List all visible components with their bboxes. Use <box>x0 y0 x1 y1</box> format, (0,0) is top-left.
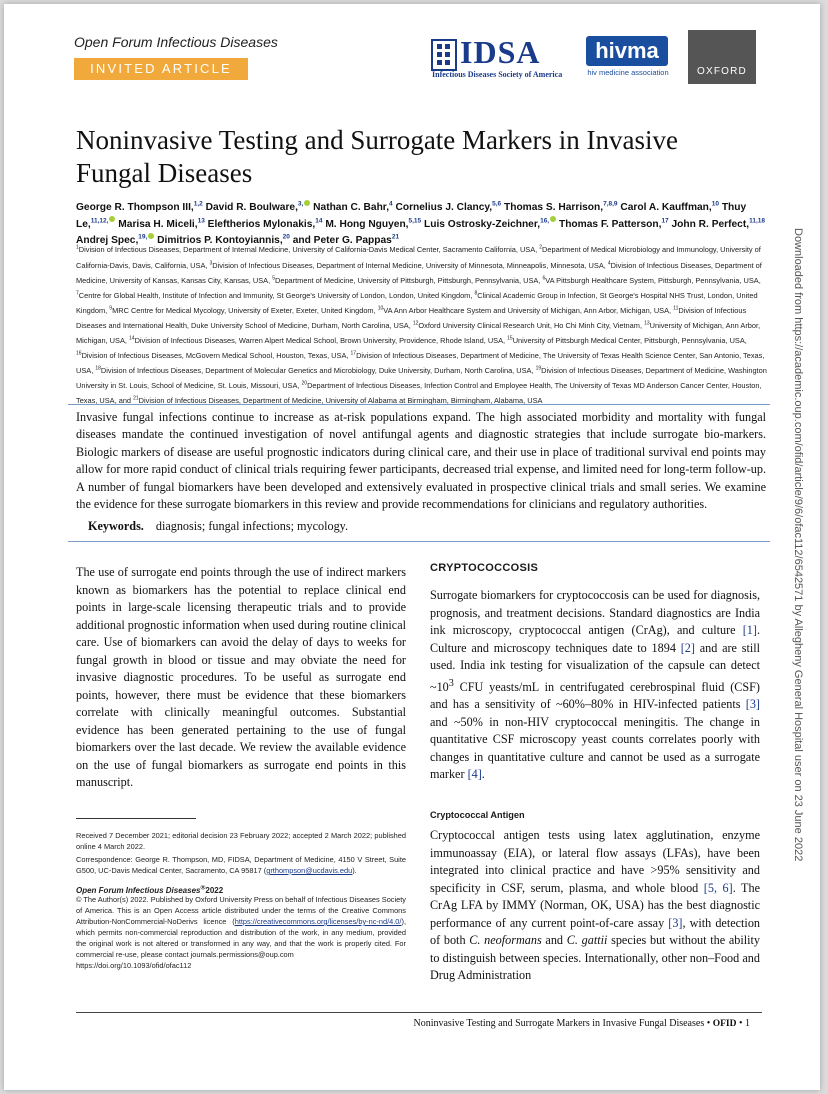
orcid-icon[interactable] <box>148 233 154 239</box>
species-name: C. neoformans <box>469 933 542 947</box>
abstract: Invasive fungal infections continue to increase as at-risk populations expand. The high associated morbidity and mortality with fungal diseases mandate the continued investigation of novel antifungal agents and diagnostic strategies that include surrogate bio-markers. Biologic markers of disease are useful prognostic indicators during clinical care, and their use in place of traditional survival end points may allow for more rapid conduct of clinical trials requiring fewer participants, decreased trial expense, and limited need for long-term follow-up. A number of fungal biomarkers have been developed and extensively evaluated in prospective clinical trials and small series. We examine the evidence for these surrogate biomarkers in this review and provide recommendations for clinicians and regulatory authorities. <box>76 410 766 512</box>
orcid-icon[interactable] <box>304 200 310 206</box>
author-name[interactable]: Thomas S. Harrison,$^{7,8,9}$ <box>504 201 618 214</box>
orcid-icon[interactable] <box>109 216 115 222</box>
affiliation-item: $^{17}$Division of Infectious Diseases, Department of Medicine, The University of Texas Health Science Center, San Antonio, Texas, USA, <box>76 350 765 375</box>
journal-copyright-line: Open Forum Infectious Diseases®2022 <box>76 884 224 895</box>
citation-link[interactable]: [1] <box>742 623 757 637</box>
author-name[interactable]: Dimitrios P. Kontoyiannis,$^{20}$ <box>157 233 290 247</box>
author-name[interactable]: Nathan C. Bahr,$^4$ <box>313 201 393 214</box>
download-watermark: Downloaded from https://academic.oup.com/ofid/article/9/6/ofac112/6542571 by Allegheny General Hospital user on 23 June 2022 <box>792 228 804 862</box>
idsa-subtitle: Infectious Diseases Society of America <box>432 70 563 79</box>
author-name[interactable]: George R. Thompson III,$^{1,2}$ <box>76 201 203 214</box>
affiliation-item: $^5$Department of Medicine, University of Pittsburgh, Pittsburgh, Pennsylvania, USA, <box>272 275 541 285</box>
idsa-logo[interactable] <box>430 36 570 84</box>
hivma-logo[interactable] <box>584 36 674 82</box>
citation-link[interactable]: [2] <box>680 640 695 655</box>
affiliation-item: $^{11}$Division of Infectious Diseases and International Health, Duke University School of Medicine, Durham, North Carolina, USA, <box>76 305 747 330</box>
idsa-wordmark: IDSA <box>460 34 541 70</box>
affiliation-item: $^{14}$Division of Infectious Diseases, Warren Alpert Medical School, Brown University, Providence, Rhode Island, USA, <box>129 335 506 345</box>
affiliation-item: $^{10}$VA Ann Arbor Healthcare System and University of Michigan, Ann Arbor, Michigan, USA, <box>377 305 672 315</box>
affiliation-item: $^8$Clinical Academic Group in Infection, St George's Hospital NHS Trust, London, United Kingdom, <box>76 290 758 315</box>
footnote-divider <box>76 818 196 819</box>
running-title: Noninvasive Testing and Surrogate Markers in Invasive Fungal Diseases <box>413 1018 705 1029</box>
cryptococcosis-paragraph: Surrogate biomarkers for cryptococcosis can be used for diagnosis, prognosis, and treatment decisions. Standard diagnostics are India ink microscopy, cryptococcal antigen (CrAg), and culture [1]. Culture and microscopy techniques date to 1894 [2] and are still used. India ink testing for visualization of the capsule can detect $\sim 10^3$ CFU yeasts/mL in centrifugated cerebrospinal fluid (CSF) and has a sensitivity of ~60%–80% in HIV-infected patients [3] and ~50% in non-HIV cryptococcal meningitis. The change in quantitative CSF microscopy yeast counts correlates poorly with changes in quantitative culture and cannot be used as a surrogate marker [4]. <box>430 588 761 782</box>
author-name[interactable]: David R. Boulware,$^{3,}$ <box>206 202 311 213</box>
email-link[interactable]: grthompson@ucdavis.edu <box>266 866 353 875</box>
invited-article-badge: INVITED ARTICLE <box>74 58 248 80</box>
affiliation-item: $^{21}$Division of Infectious Diseases, Department of Medicine, University of Alabama at Birmingham, Birmingham, Alabama, USA <box>133 395 543 406</box>
idsa-emblem-icon <box>430 38 460 72</box>
correspondence: Correspondence: George R. Thompson, MD, FIDSA, Department of Medicine, 4150 V Street, Suite G500, UC-Davis Medical Center, Sacramento, CA 95817 (grthompson@ucdavis.edu). <box>76 855 406 875</box>
affiliation-item: $^{18}$Division of Infectious Diseases, Department of Molecular Genetics and Microbiology, Duke University, Durham, North Carolina, USA, <box>95 365 534 375</box>
citation-link[interactable]: [3] <box>668 915 683 930</box>
subsection-heading-cryptococcal-antigen: Cryptococcal Antigen <box>430 810 525 820</box>
affiliation-item: $^9$MRC Centre for Medical Mycology, University of Exeter, Exeter, United Kingdom, <box>109 305 376 315</box>
received-dates: Received 7 December 2021; editorial decision 23 February 2022; accepted 2 March 2022; published online 4 March 2022. <box>76 831 406 851</box>
species-name: C. gattii <box>566 933 608 947</box>
author-name[interactable]: Luis Ostrosky-Zeichner,$^{16,}$ <box>424 219 556 230</box>
citation-link[interactable]: [5, 6] <box>703 880 733 895</box>
citation-link[interactable]: [4] <box>467 767 482 782</box>
keywords-label: Keywords. <box>88 519 144 533</box>
page-footer: Noninvasive Testing and Surrogate Markers in Invasive Fungal Diseases • OFID • 1 <box>413 1018 750 1029</box>
citation-link[interactable]: [3] <box>745 697 760 712</box>
author-name[interactable]: Eleftherios Mylonakis,$^{14}$ <box>207 217 323 230</box>
footer-divider <box>76 1012 762 1013</box>
affiliation-item: $^{19}$Division of Infectious Diseases, Department of Medicine, Washington University in St. Louis, School of Medicine, St. Louis, Missouri, USA, <box>76 365 767 391</box>
affiliations <box>76 242 776 408</box>
affiliation-item: $^{20}$Department of Infectious Diseases, Infection Control and Employee Health, The University of Texas MD Anderson Cancer Center, Houston, Texas, USA, and <box>76 380 762 406</box>
section-heading-cryptococcosis: CRYPTOCOCCOSIS <box>430 562 539 574</box>
author-name[interactable]: Carol A. Kauffman,$^{10}$ <box>620 201 719 214</box>
affiliation-item: $^7$Centre for Global Health, Institute of Infection and Immunity, St George's University of London, London, United Kingdom, <box>76 290 473 300</box>
author-name[interactable]: and Peter G. Pappas$^{21}$ <box>292 233 400 247</box>
author-name[interactable]: Thuy Le,$^{11,12,}$ <box>76 202 747 230</box>
affiliation-item: $^1$Division of Infectious Diseases, Department of Internal Medicine, University of California-Davis Medical Center, Sacramento California, USA, <box>76 245 538 255</box>
license-text: © The Author(s) 2022. Published by Oxford University Press on behalf of Infectious Diseases Society of America. This is an Open Access article distributed under the terms of the Creative Commons Attribution-NonCommercial-NoDerivs licence (https://creativecommons.org/licenses/by-nc-nd/4.0/), which permits non-commercial reproduction and distribution of the work, in any medium, provided the original work is not altered or transformed in any way, and that the work is properly cited. For commercial re-use, please contact journals.permissions@oup.com https://doi.org/10.1093/ofid/ofac112 <box>76 895 406 970</box>
cryptococcal-antigen-paragraph: Cryptococcal antigen tests using latex agglutination, enzyme immunoassay (EIA), or lateral flow assays (LFAs), have been integrated into clinical practice and have >95% sensitivity and specificity in CSF, serum, plasma, and whole blood [5, 6]. The CrAg LFA by IMMY (Norman, OK, USA) has the best diagnostic performance of any current point-of-care assay [3], with detection of both C. neoformans and C. gattii species but without the ability to distinguish between species. Internationally, other non–Food and Drug Administration <box>430 828 761 982</box>
hivma-subtitle: hiv medicine association <box>587 68 669 77</box>
affiliation-item: $^{16}$Division of Infectious Diseases, McGovern Medical School, Houston, Texas, USA, <box>76 350 349 360</box>
oxford-logo[interactable]: OXFORD <box>688 30 756 84</box>
affiliation-item: $^3$Division of Infectious Diseases, Department of Internal Medicine, University of Minnesota, Minneapolis, Minnesota, USA, <box>209 260 606 270</box>
affiliation-item: $^{12}$Oxford University Clinical Research Unit, Ho Chi Minh City, Vietnam, <box>412 320 642 330</box>
author-name[interactable]: Marisa H. Miceli,$^{13}$ <box>118 217 205 230</box>
affiliation-item: $^4$Division of Infectious Diseases, Department of Medicine, University of Kansas, Kansas City, Kansas, USA, <box>76 260 762 285</box>
affiliation-item: $^{13}$University of Michigan, Ann Arbor, Michigan, USA, <box>76 320 761 345</box>
journal-abbr: OFID <box>712 1019 737 1029</box>
doi[interactable]: https://doi.org/10.1093/ofid/ofac112 <box>76 961 192 970</box>
author-name[interactable]: John R. Perfect,$^{11,18}$ <box>671 217 765 230</box>
orcid-icon[interactable] <box>550 216 556 222</box>
hivma-wordmark: hivma <box>586 36 668 66</box>
abstract-box <box>68 404 770 542</box>
article-page <box>4 4 820 1090</box>
journal-name: Open Forum Infectious Diseases <box>74 34 278 50</box>
author-name[interactable]: M. Hong Nguyen,$^{5,15}$ <box>325 217 422 230</box>
license-link[interactable]: https://creativecommons.org/licenses/by-nc-nd/4.0/ <box>234 917 402 926</box>
affiliation-item: $^{15}$University of Pittsburgh Medical Center, Pittsburgh, Pennsylvania, USA, <box>507 335 747 345</box>
introduction-paragraph: The use of surrogate end points through the use of indirect markers known as biomarkers has the potential to replace clinical end points in large-scale licensing therapeutic trials and to provide additional prognostic information when used during routine clinical care. Use of biomarkers can avoid the delay of days to weeks for fungal growth in blood or tissue and may obviate the need for invasive diagnostic procedures. To be useful as surrogate end points, however, there must be evidence that these biomarkers correlate with clinically meaningful outcomes. Substantial evidence has been generated pertaining to the use of fungal biomarkers over the last decade. We review the available evidence on the use of fungal biomarkers as surrogate end points in this manuscript. <box>76 565 407 789</box>
author-name[interactable]: Thomas F. Patterson,$^{17}$ <box>558 217 669 230</box>
author-list <box>76 198 776 247</box>
article-title: Noninvasive Testing and Surrogate Markers in Invasive Fungal Diseases <box>76 125 678 188</box>
author-name[interactable]: Andrej Spec,$^{19,}$ <box>76 235 154 246</box>
affiliation-item: $^2$Department of Medical Microbiology and Immunology, University of California-Davis, Davis, California, USA, <box>76 245 761 270</box>
keywords <box>88 519 348 534</box>
affiliation-item: $^6$VA Pittsburgh Healthcare System, Pittsburgh, Pennsylvania, USA, <box>542 275 761 285</box>
keywords-list: diagnosis; fungal infections; mycology. <box>155 519 349 533</box>
page-number: 1 <box>745 1018 750 1029</box>
author-name[interactable]: Cornelius J. Clancy,$^{5,6}$ <box>395 201 502 214</box>
